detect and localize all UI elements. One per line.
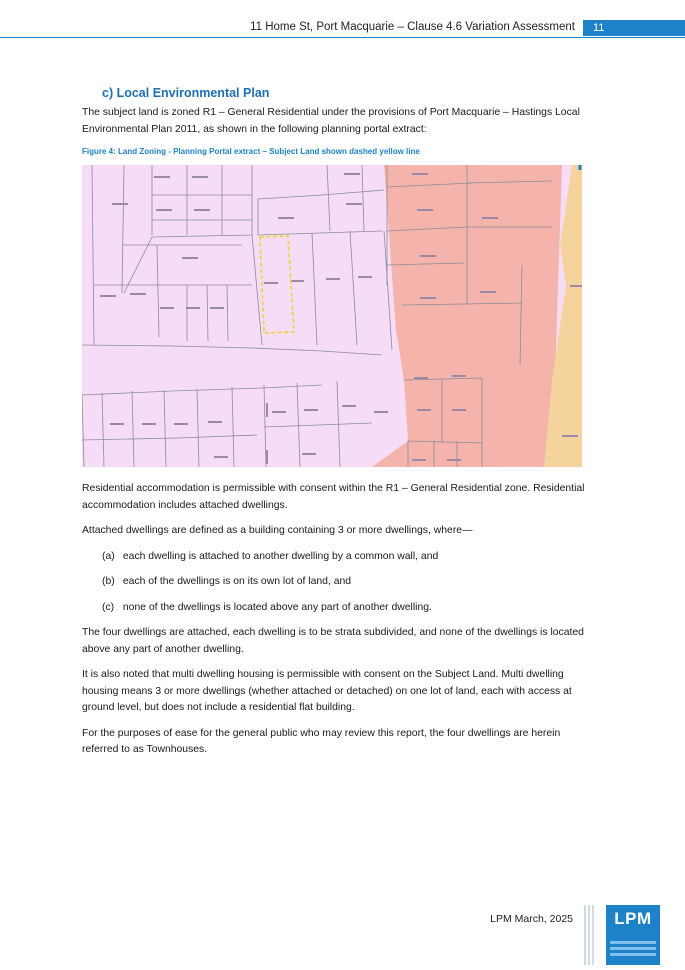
list-item xyxy=(82,574,587,591)
body-paragraph-2: Attached dwellings are defined as a building containing 3 or more dwellings, where— xyxy=(82,525,473,536)
body-paragraph-1: Residential accommodation is permissible with consent within the R1 – General Residential zone. Residential accommodation includes attached dwellings. xyxy=(82,483,585,511)
definition-list xyxy=(82,549,587,617)
lpm-logo xyxy=(606,905,660,965)
page-content xyxy=(82,86,587,768)
land-zoning-map xyxy=(82,165,582,467)
figure-caption: Figure 4: Land Zoning - Planning Portal extract – Subject Land shown dashed yellow line xyxy=(82,147,420,156)
logo-text: LPM xyxy=(614,909,652,928)
body-paragraph-3: The four dwellings are attached, each dwelling is to be strata subdivided, and none of the dwellings is located above any part of another dwelling. xyxy=(82,627,584,655)
list-item-text: each dwelling is attached to another dwelling by a common wall, and xyxy=(122,550,439,562)
body-paragraph-4: It is also noted that multi dwelling housing is permissible with consent on the Subject Land. Multi dwelling housing means 3 or more dwellings (whether attached or detached) on one lot of land, each with access at ground level, but does not include a residential flat building. xyxy=(82,669,572,713)
list-item-text: none of the dwellings is located above any part of another dwelling. xyxy=(122,601,432,613)
document-title: 11 Home St, Port Macquarie – Clause 4.6 Variation Assessment xyxy=(250,21,575,33)
footer-date: LPM March, 2025 xyxy=(490,913,573,925)
section-heading: c) Local Environmental Plan xyxy=(102,86,270,100)
list-item-text: each of the dwellings is on its own lot of land, and xyxy=(122,576,352,587)
page-footer xyxy=(0,905,685,970)
body-paragraph-5: For the purposes of ease for the general public who may review this report, the four dwellings are herein referred to as Townhouses. xyxy=(82,727,561,755)
footer-decorative-lines xyxy=(583,905,597,965)
list-item xyxy=(82,549,587,566)
page-header xyxy=(0,18,685,40)
list-item xyxy=(82,600,587,617)
intro-paragraph: The subject land is zoned R1 – General Residential under the provisions of Port Macquarie – Hastings Local Environmental Plan 2011, as shown in the following planning portal extract: xyxy=(82,107,580,135)
list-item-label: (b) xyxy=(102,576,115,587)
list-item-label: (a) xyxy=(102,550,115,562)
page-number: 11 xyxy=(583,20,685,36)
list-item-label: (c) xyxy=(102,601,115,613)
header-rule xyxy=(0,37,685,38)
logo-bars-icon xyxy=(610,941,656,961)
